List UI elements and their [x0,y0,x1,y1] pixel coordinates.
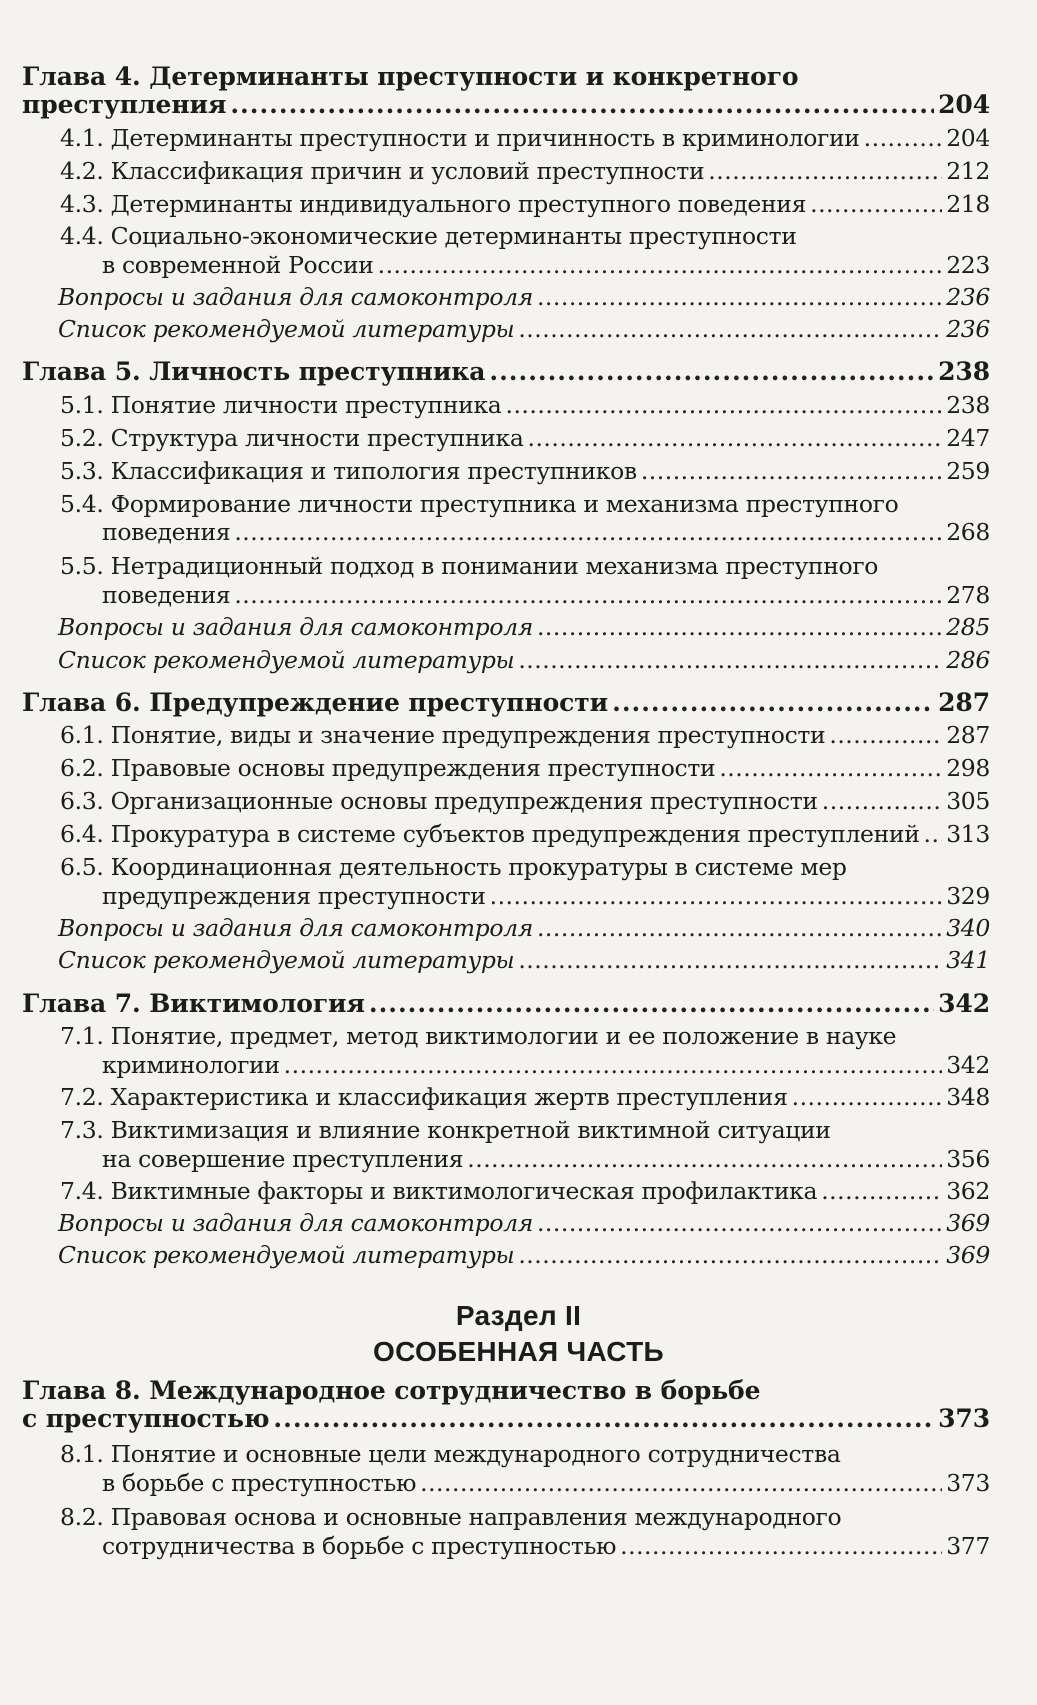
toc-line [60,820,990,848]
page-number: 298 [946,754,990,782]
toc-line [60,391,990,419]
toc-line [60,1177,990,1205]
dot-leader [230,90,934,119]
entry-title: поведения [102,518,231,546]
toc-line [60,754,990,782]
entry-title: Глава 6. Предупреждение преступности [22,688,609,717]
entry-title: 5.3. Классификация и типология преступников [60,457,637,485]
page-number: 212 [946,157,990,185]
entry-title: предупреждения преступности [102,882,486,910]
entry-title: 6.3. Организационные основы предупреждения преступности [60,787,818,815]
page-number: 342 [946,1051,990,1079]
toc-line [22,90,990,119]
entry-title: Список рекомендуемой литературы [58,946,515,974]
dot-leader [518,646,942,674]
page-number: 247 [946,424,990,452]
dot-leader [369,989,934,1018]
entry-title: 8.2. Правовая основа и основные направления международного [60,1503,842,1531]
toc-line [102,882,990,910]
dot-leader [719,754,942,782]
entry-title: Глава 4. Детерминанты преступности и конкретного [22,62,799,91]
toc-line [60,157,990,185]
page-number: 369 [946,1241,990,1269]
page-number: 340 [946,914,990,942]
entry-title: с преступностью [22,1404,270,1433]
entry-title: Вопросы и задания для самоконтроля [58,1209,533,1237]
entry-title: Список рекомендуемой литературы [58,646,515,674]
toc-line [102,1051,990,1079]
page-number: 348 [946,1083,990,1111]
dot-leader [284,1051,943,1079]
toc-line [22,1404,990,1433]
page-number: 342 [938,989,990,1018]
toc-line [58,646,990,674]
dot-leader [234,518,942,546]
dot-leader [810,190,942,218]
toc-line [22,62,990,91]
entry-title: 7.4. Виктимные факторы и виктимологическая профилактика [60,1177,818,1205]
dot-leader [527,424,942,452]
entry-title: 6.1. Понятие, виды и значение предупреждения преступности [60,721,826,749]
entry-title: Вопросы и задания для самоконтроля [58,283,533,311]
entry-title: 6.5. Координационная деятельность прокуратуры в системе мер [60,853,847,881]
toc-line [58,1241,990,1269]
page-number: 236 [946,283,990,311]
dot-leader [924,820,943,848]
page-number: 286 [946,646,990,674]
toc-line [102,1532,990,1560]
page-number: 362 [946,1177,990,1205]
entry-title: 5.5. Нетрадиционный подход в понимании механизма преступного [60,552,879,580]
dot-leader [505,391,942,419]
dot-leader [864,124,943,152]
entry-title: криминологии [102,1051,280,1079]
page-number: 341 [946,946,990,974]
entry-title: 6.4. Прокуратура в системе субъектов предупреждения преступлений [60,820,920,848]
dot-leader [420,1469,942,1497]
entry-title: Глава 7. Виктимология [22,989,365,1018]
page-number: 305 [946,787,990,815]
toc-line [22,1376,990,1405]
toc-line [102,251,990,279]
page-number: 218 [946,190,990,218]
entry-title: 4.4. Социально-экономические детерминанты преступности [60,222,797,250]
dot-leader [467,1145,942,1173]
page-number: 313 [946,820,990,848]
toc-line [102,1145,990,1173]
entry-title: 7.1. Понятие, предмет, метод виктимологии и ее положение в науке [60,1022,897,1050]
dot-leader [620,1532,942,1560]
page-number: 287 [938,688,990,717]
dot-leader [821,1177,942,1205]
dot-leader [490,882,943,910]
toc-line [60,490,990,518]
toc-line [58,613,990,641]
dot-leader [792,1083,943,1111]
toc-line [58,946,990,974]
dot-leader [822,787,942,815]
toc-line [22,688,990,717]
toc-line [60,124,990,152]
toc-line [60,853,990,881]
page-number: 373 [938,1404,990,1433]
dot-leader [537,613,942,641]
dot-leader [518,1241,942,1269]
toc-line [60,1116,990,1144]
page-number: 223 [946,251,990,279]
toc-line [102,581,990,609]
part-number: Раздел II [455,1300,582,1331]
toc-line [60,424,990,452]
entry-title: в современной России [102,251,374,279]
dot-leader [641,457,942,485]
page-number: 287 [946,721,990,749]
entry-title: Глава 5. Личность преступника [22,357,486,386]
entry-title: 4.3. Детерминанты индивидуального преступного поведения [60,190,807,218]
page-number: 356 [946,1145,990,1173]
toc-line [22,989,990,1018]
page-number: 238 [938,357,990,386]
entry-title: сотрудничества в борьбе с преступностью [102,1532,617,1560]
toc-line [60,1083,990,1111]
entry-title: 4.2. Классификация причин и условий преступности [60,157,705,185]
page-number: 377 [946,1532,990,1560]
entry-title: Список рекомендуемой литературы [58,1241,515,1269]
page-number: 329 [946,882,990,910]
toc-line [60,721,990,749]
toc-line [58,914,990,942]
entry-title: преступления [22,90,227,119]
toc-line [60,1440,990,1468]
dot-leader [378,251,943,279]
dot-leader [829,721,942,749]
entry-title: 5.1. Понятие личности преступника [60,391,502,419]
entry-title: 4.1. Детерминанты преступности и причинность в криминологии [60,124,860,152]
entry-title: 5.4. Формирование личности преступника и механизма преступного [60,490,899,518]
dot-leader [612,688,934,717]
page-number: 278 [946,581,990,609]
toc-line [58,283,990,311]
dot-leader [518,315,942,343]
toc-line [60,222,990,250]
toc-line [58,315,990,343]
page-number: 204 [938,90,990,119]
dot-leader [489,357,934,386]
entry-title: 7.3. Виктимизация и влияние конкретной виктимной ситуации [60,1116,831,1144]
page-number: 238 [946,391,990,419]
entry-title: Вопросы и задания для самоконтроля [58,914,533,942]
page-number: 236 [946,315,990,343]
dot-leader [518,946,942,974]
page-number: 373 [946,1469,990,1497]
part-title: ОСОБЕННАЯ ЧАСТЬ [373,1336,664,1367]
toc-line [60,1503,990,1531]
page-number: 369 [946,1209,990,1237]
entry-title: 8.1. Понятие и основные цели международного сотрудничества [60,1440,841,1468]
dot-leader [537,1209,942,1237]
dot-leader [234,581,942,609]
toc-line [58,1209,990,1237]
dot-leader [273,1404,934,1433]
entry-title: 6.2. Правовые основы предупреждения преступности [60,754,716,782]
entry-title: Список рекомендуемой литературы [58,315,515,343]
dot-leader [708,157,942,185]
entry-title: на совершение преступления [102,1145,464,1173]
toc-line [60,190,990,218]
toc-line [60,552,990,580]
entry-title: поведения [102,581,231,609]
page-number: 204 [946,124,990,152]
toc-line [22,357,990,386]
entry-title: 7.2. Характеристика и классификация жертв преступления [60,1083,788,1111]
toc-line [60,787,990,815]
dot-leader [537,914,942,942]
entry-title: Вопросы и задания для самоконтроля [58,613,533,641]
page-number: 268 [946,518,990,546]
entry-title: Глава 8. Международное сотрудничество в борьбе [22,1376,761,1405]
toc-line [102,518,990,546]
dot-leader [537,283,942,311]
page-number: 285 [946,613,990,641]
page-number: 259 [946,457,990,485]
entry-title: 5.2. Структура личности преступника [60,424,524,452]
toc-line [102,1469,990,1497]
entry-title: в борьбе с преступностью [102,1469,417,1497]
toc-line [60,1022,990,1050]
toc-line [60,457,990,485]
